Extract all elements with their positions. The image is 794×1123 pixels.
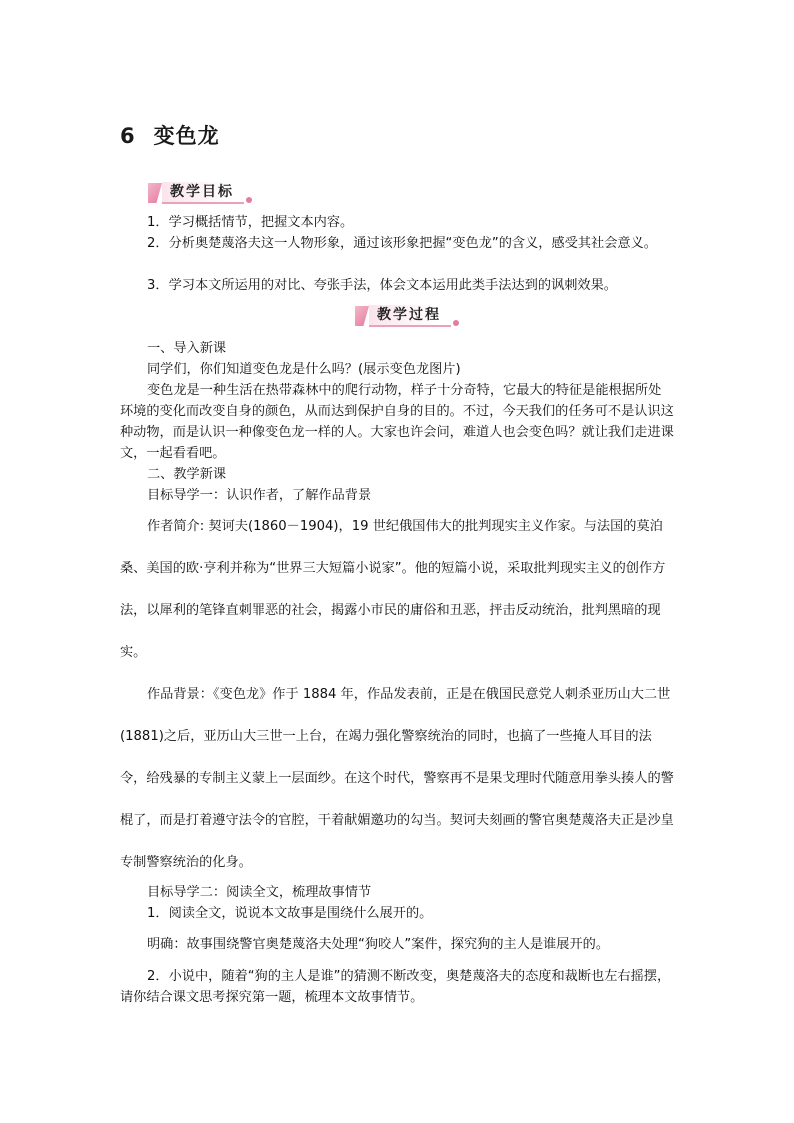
author-intro: 作者简介: 契诃夫(1860－1904)，19 世纪俄国伟大的批判现实主义作家。与法国的莫泊桑、美国的欧·亨利并称为“世界三大短篇小说家”。他的短篇小说，采取批判现实主义的创作方法，以犀利的笔锋直刺罪恶的社会，揭露小市民的庸俗和丑恶，抨击反动统治，批判黑暗的现实。 bbox=[120, 519, 666, 660]
intro-question: 同学们，你们知道变色龙是什么吗？(展示变色龙图片) bbox=[147, 362, 461, 377]
intro-heading: 一、导入新课 bbox=[147, 341, 227, 356]
goals-section-tag bbox=[148, 182, 252, 204]
goal-2: 2．分析奥楚蔑洛夫这一人物形象，通过该形象把握“变色龙”的含义，感受其社会意义。 bbox=[147, 236, 657, 251]
new-lesson-heading: 二、教学新课 bbox=[147, 467, 227, 482]
lesson-name: 变色龙 bbox=[153, 124, 220, 148]
process-section-tag bbox=[355, 305, 459, 327]
tag-dot-icon bbox=[453, 320, 459, 326]
intro-paragraph: 变色龙是一种生活在热带森林中的爬行动物，样子十分奇特，它最大的特征是能根据所处环境的变化而改变自身的颜色，从而达到保护自身的目的。不过，今天我们的任务可不是认识这种动物，而是认识一种像变色龙一样的人。大家也许会问，难道人也会变色吗？就让我们走进课文，一起看看吧。 bbox=[120, 383, 674, 461]
tag-dot-icon bbox=[246, 197, 252, 203]
question-2: 2．小说中，随着“狗的主人是谁”的猜测不断改变，奥楚蔑洛夫的态度和裁断也左右摇摆，请你结合课文思考探究第一题，梳理本文故事情节。 bbox=[120, 969, 671, 1005]
tag-stripe-icon bbox=[148, 183, 162, 203]
answer-1: 明确：故事围绕警官奥楚蔑洛夫处理“狗咬人”案件，探究狗的主人是谁展开的。 bbox=[147, 937, 610, 952]
lesson-title bbox=[120, 120, 220, 150]
lesson-number: 6 bbox=[120, 124, 136, 148]
goal-3: 3．学习本文所运用的对比、夸张手法，体会文本运用此类手法达到的讽刺效果。 bbox=[147, 278, 617, 293]
tag-stripe-icon bbox=[355, 306, 369, 326]
goal-1: 1．学习概括情节，把握文本内容。 bbox=[147, 215, 354, 230]
process-label: 教学过程 bbox=[369, 305, 451, 327]
question-1: 1．阅读全文，说说本文故事是围绕什么展开的。 bbox=[147, 906, 433, 921]
goal1-heading: 目标导学一：认识作者，了解作品背景 bbox=[147, 488, 372, 503]
work-background: 作品背景：《变色龙》作于 1884 年，作品发表前，正是在俄国民意党人刺杀亚历山大二世(1881)之后，亚历山大三世一上台，在竭力强化警察统治的同时，也搞了一些掩人耳目的法令，给残暴的专制主义蒙上一层面纱。在这个时代，警察再不是果戈理时代随意用拳头揍人的警棍了，而是打着遵守法令的官腔，干着献媚邀功的勾当。契诃夫刻画的警官奥楚蔑洛夫正是沙皇专制警察统治的化身。 bbox=[120, 687, 674, 870]
goals-label: 教学目标 bbox=[162, 182, 244, 204]
goal2-heading: 目标导学二：阅读全文，梳理故事情节 bbox=[147, 885, 372, 900]
